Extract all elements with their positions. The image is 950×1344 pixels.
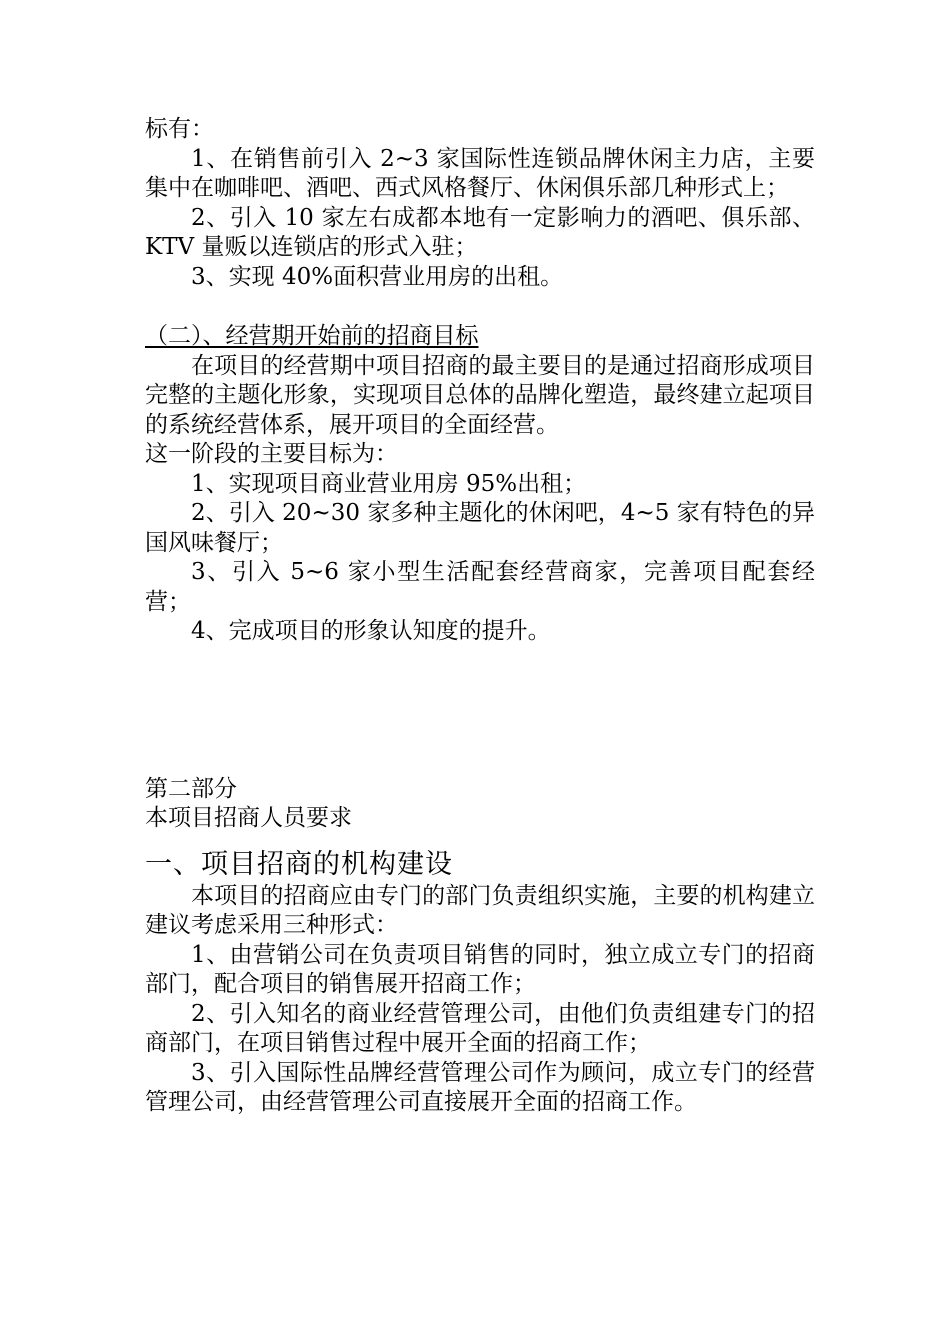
section1-item-1: 1、在销售前引入 2~3 家国际性连锁品牌休闲主力店，主要集中在咖啡吧、酒吧、西式风格餐厅、休闲俱乐部几种形式上； — [145, 145, 815, 201]
section3-item-2: 2、引入知名的商业经营管理公司，由他们负责组建专门的招商部门，在项目销售过程中展开全面的招商工作； — [145, 1000, 815, 1056]
section3-item-3: 3、引入国际性品牌经营管理公司作为顾问，成立专门的经营管理公司，由经营管理公司直接展开全面的招商工作。 — [145, 1059, 815, 1115]
section1-item-3: 3、实现 40%面积营业用房的出租。 — [191, 263, 564, 290]
section2-item-3: 3、引入 5~6 家小型生活配套经营商家，完善项目配套经营； — [145, 559, 815, 615]
part2-label: 第二部分 — [145, 775, 237, 802]
document-page — [145, 115, 815, 1118]
section3-intro: 本项目的招商应由专门的部门负责组织实施，主要的机构建立建议考虑采用三种形式： — [145, 882, 815, 938]
section2-item-1: 1、实现项目商业营业用房 95%出租； — [191, 470, 587, 497]
section1-item-2: 2、引入 10 家左右成都本地有一定影响力的酒吧、俱乐部、KTV 量贩以连锁店的形式入驻； — [145, 204, 815, 260]
intro-fragment: 标有： — [145, 116, 214, 142]
section2-intro: 在项目的经营期中项目招商的最主要目的是通过招商形成项目完整的主题化形象，实现项目总体的品牌化塑造，最终建立起项目的系统经营体系，展开项目的全面经营。 — [145, 352, 815, 438]
section2-heading: （二）、经营期开始前的招商目标 — [145, 323, 479, 349]
section2-item-4: 4、完成项目的形象认知度的提升。 — [191, 618, 551, 644]
spacer — [145, 647, 815, 775]
spacer — [145, 834, 815, 848]
section3-heading: 一、项目招商的机构建设 — [145, 848, 453, 880]
section2-goals-label: 这一阶段的主要目标为： — [145, 441, 398, 467]
section2-item-2: 2、引入 20~30 家多种主题化的休闲吧，4~5 家有特色的异国风味餐厅； — [145, 500, 815, 556]
section3-item-1: 1、由营销公司在负责项目销售的同时，独立成立专门的招商部门，配合项目的销售展开招商工作； — [145, 941, 815, 997]
spacer — [145, 292, 815, 322]
part2-title: 本项目招商人员要求 — [145, 805, 352, 831]
